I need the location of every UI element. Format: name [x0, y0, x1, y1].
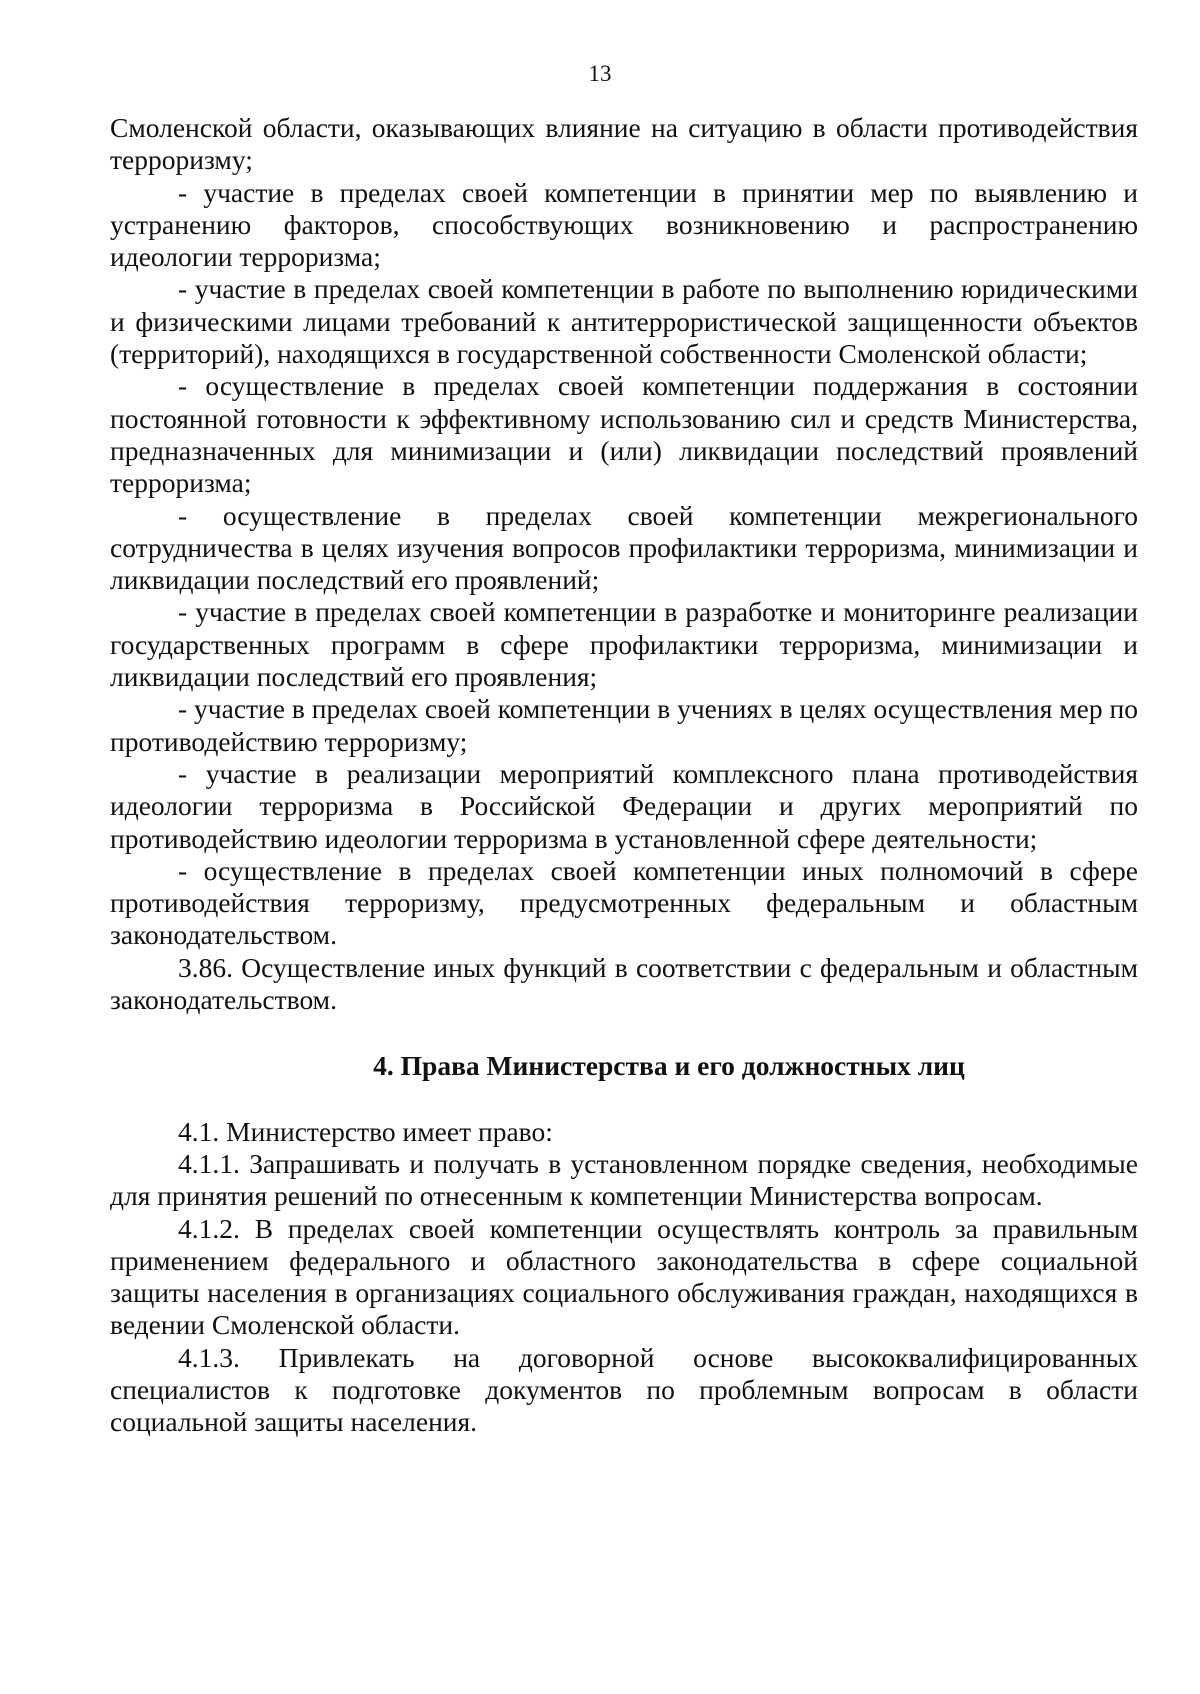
paragraph: - участие в пределах своей компетенции в принятии мер по выявлению и устранению факторов, способствующих возникновению и распространению идеологии терроризма; [110, 176, 1138, 273]
paragraph: 4.1.3. Привлекать на договорной основе высококвалифицированных специалистов к подготовке документов по проблемным вопросам в области социальной защиты населения. [110, 1341, 1138, 1438]
paragraph: - участие в пределах своей компетенции в учениях в целях осуществления мер по противодействию терроризму; [110, 693, 1138, 757]
paragraph: 4.1.1. Запрашивать и получать в установленном порядке сведения, необходимые для принятия решений по отнесенным к компетенции Министерства вопросам. [110, 1147, 1138, 1212]
spacer [110, 1083, 1138, 1116]
page-number: 13 [588, 61, 612, 86]
paragraph: Смоленской области, оказывающих влияние на ситуацию в области противодействия терроризму; [110, 112, 1138, 176]
paragraph: - осуществление в пределах своей компетенции межрегионального сотрудничества в целях изучения вопросов профилактики терроризма, минимизации и ликвидации последствий его проявлений; [110, 499, 1138, 596]
document-body [110, 112, 1138, 1439]
paragraph: - участие в пределах своей компетенции в разработке и мониторинге реализации государственных программ в сфере профилактики терроризма, минимизации и ликвидации последствий его проявления; [110, 596, 1138, 693]
paragraph: - участие в пределах своей компетенции в работе по выполнению юридическими и физическими лицами требований к антитеррористической защищенности объектов (территорий), находящихся в государственной собственности Смоленской области; [110, 273, 1138, 370]
paragraph: 4.1. Министерство имеет право: [178, 1115, 553, 1147]
spacer [110, 1016, 1138, 1050]
paragraph: 4.1.2. В пределах своей компетенции осуществлять контроль за правильным применением федерального и областного законодательства в сфере социальной защиты населения в организациях социального обслуживания граждан, находящихся в ведении Смоленской области. [110, 1212, 1138, 1341]
section-heading: 4. Права Министерства и его должностных лиц [373, 1050, 965, 1082]
paragraph: - осуществление в пределах своей компетенции иных полномочий в сфере противодействия терроризму, предусмотренных федеральным и областным законодательством. [110, 854, 1138, 951]
paragraph: - осуществление в пределах своей компетенции поддержания в состоянии постоянной готовности к эффективному использованию сил и средств Министерства, предназначенных для минимизации и (или) ликвидации последствий проявлений терроризма; [110, 370, 1138, 499]
paragraph: - участие в реализации мероприятий комплексного плана противодействия идеологии терроризма в Российской Федерации и других мероприятий по противодействию идеологии терроризма в установленной сфере деятельности; [110, 757, 1138, 854]
paragraph: 3.86. Осуществление иных функций в соответствии с федеральным и областным законодательством. [110, 951, 1138, 1016]
